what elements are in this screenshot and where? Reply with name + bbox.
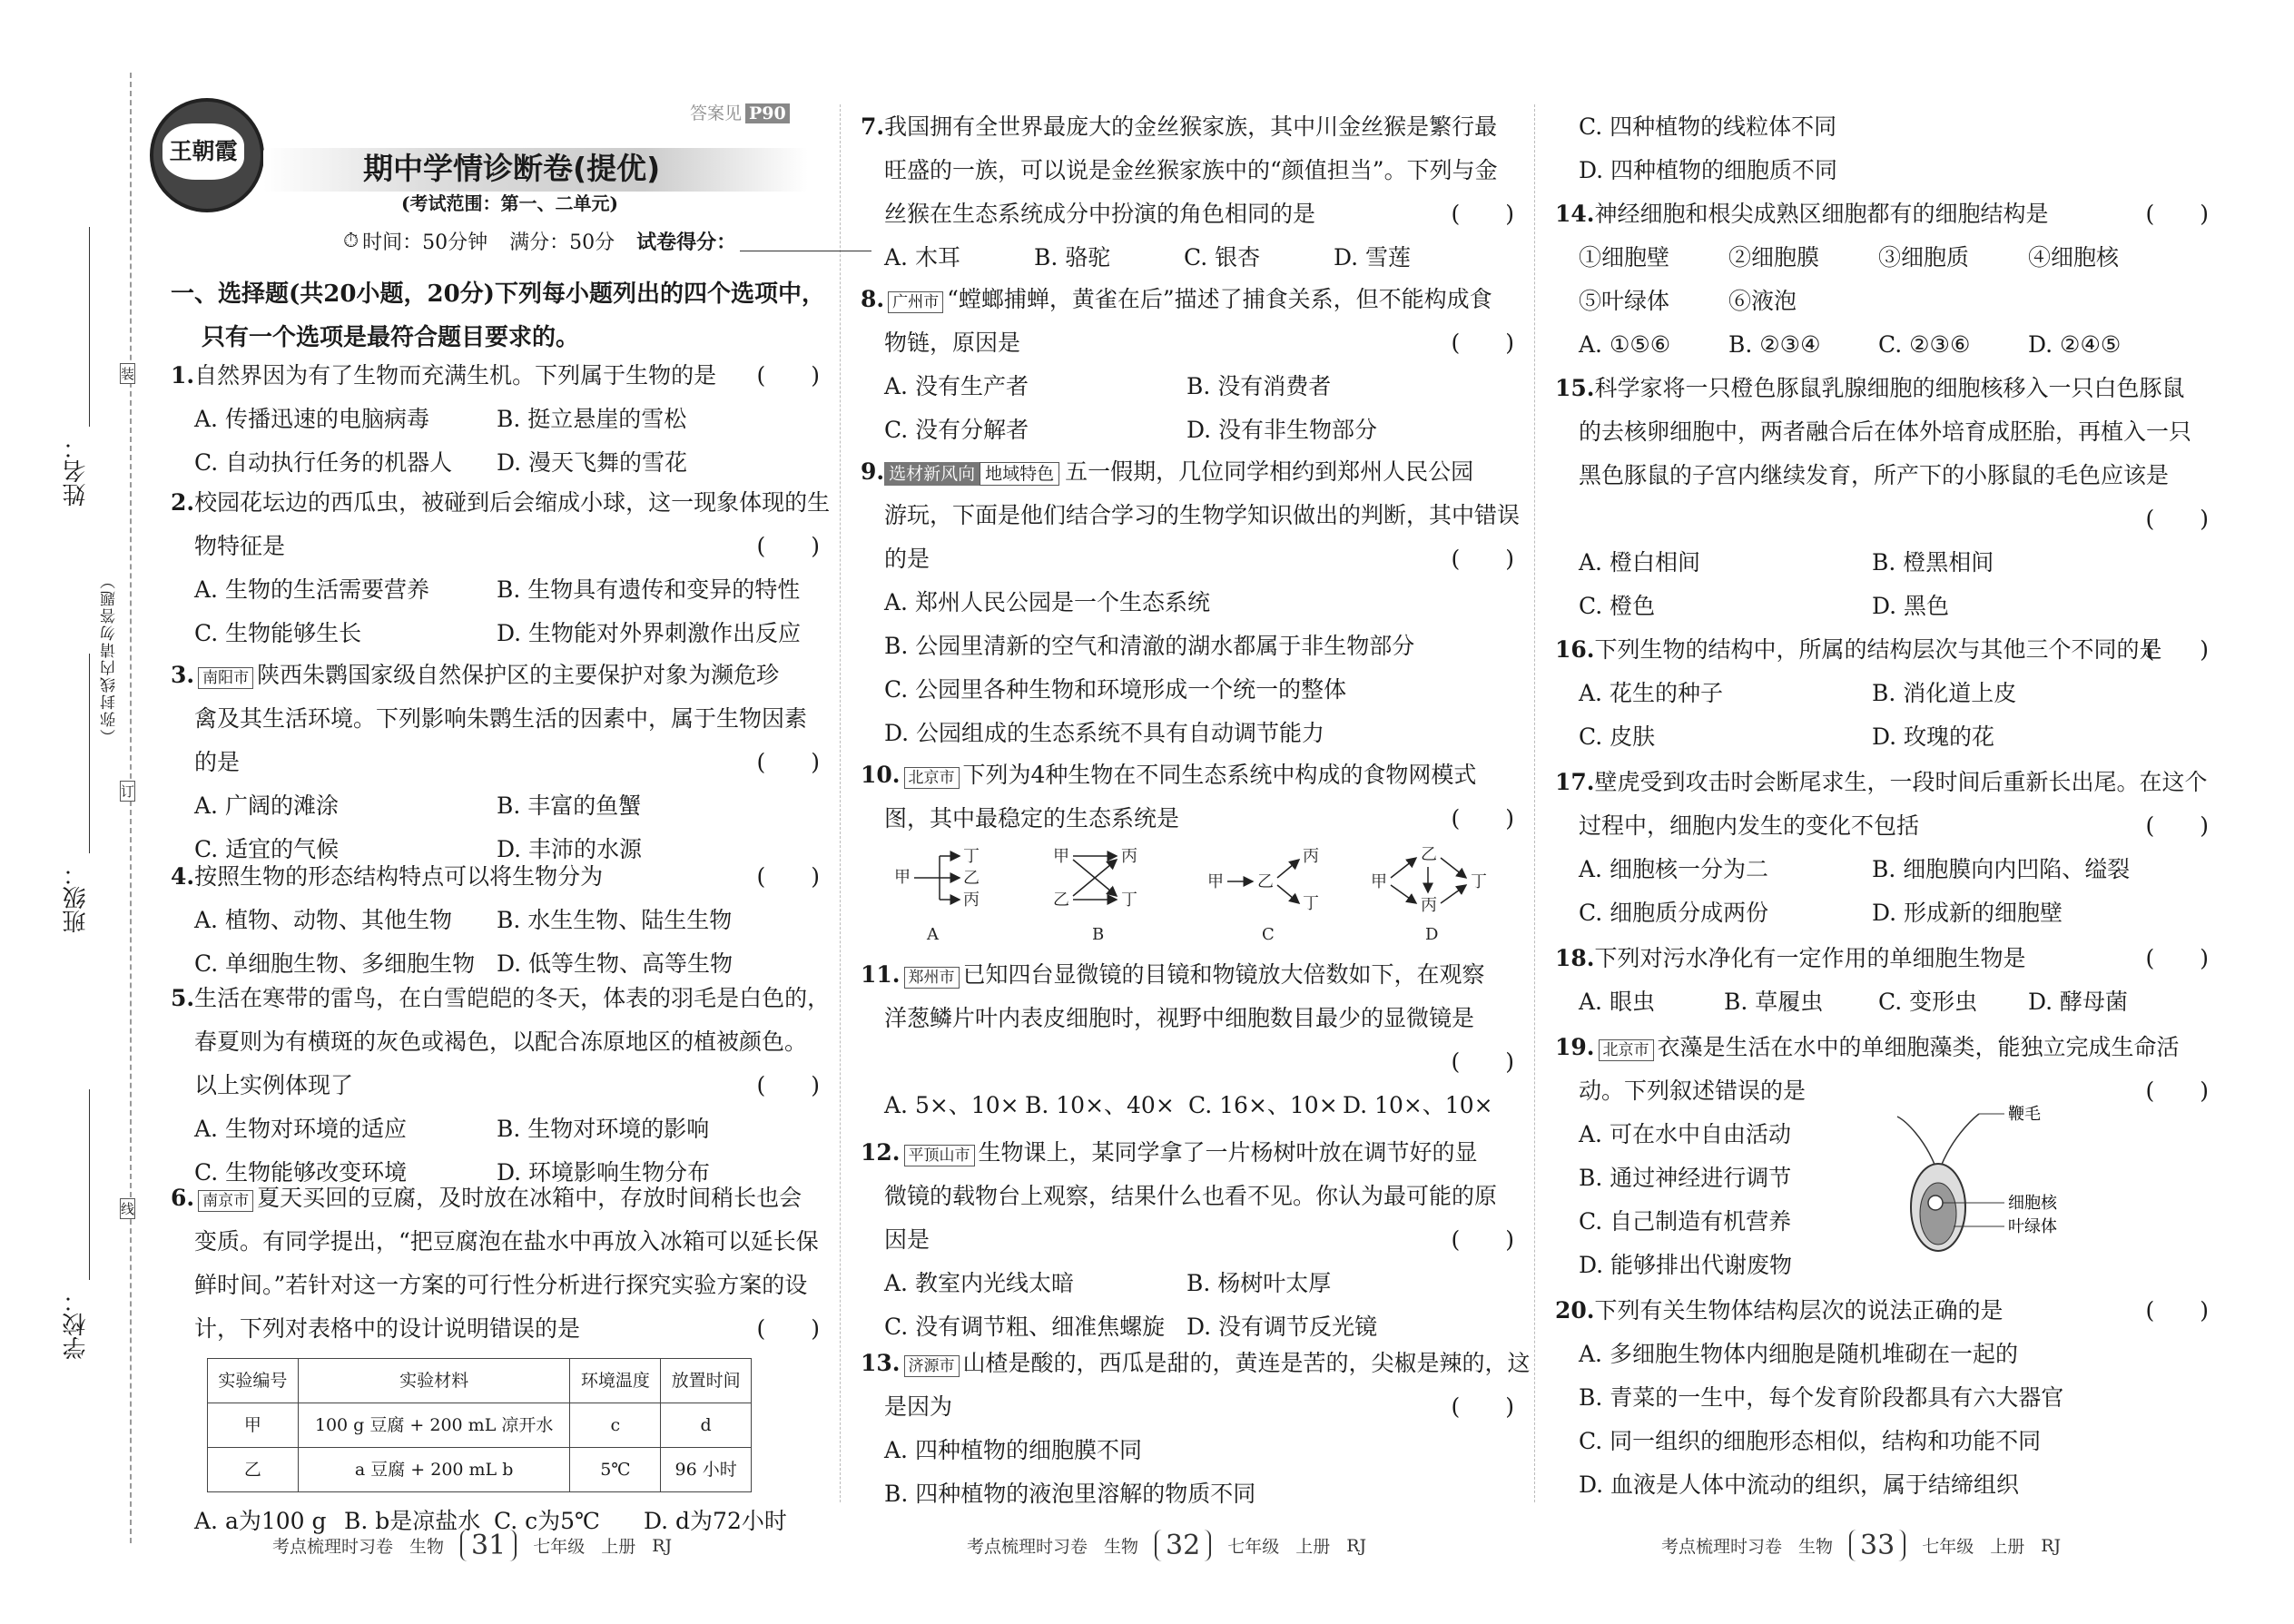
option-d[interactable]: D. 环境影响生物分布 (497, 1159, 711, 1186)
answer-blank[interactable]: ( ) (2145, 506, 2209, 532)
table-cell: d (661, 1403, 752, 1448)
question-number: 5. (171, 985, 195, 1011)
answer-blank[interactable]: ( ) (2145, 812, 2209, 839)
option-d[interactable]: D. 没有非生物部分 (1186, 417, 1378, 443)
question-text: 图，其中最稳定的生态系统是 (884, 805, 1180, 832)
question-text: 衣藻是生活在水中的单细胞藻类，能独立完成生命活 (1657, 1034, 2180, 1060)
option-d[interactable]: D. 低等生物、高等生物 (497, 950, 733, 977)
option-a[interactable]: A. 广阔的滩涂 (194, 792, 339, 819)
flagellum-right (1941, 1114, 1979, 1166)
flagella-label: 鞭毛 (2008, 1105, 2041, 1124)
answer-blank[interactable]: ( ) (1451, 805, 1514, 832)
food-web-diagrams (885, 840, 1521, 949)
answer-blank[interactable]: ( ) (1451, 1048, 1514, 1075)
table-header: 实验编号 (208, 1359, 299, 1403)
question-number: 7. (861, 113, 885, 140)
question-number: 12. (861, 1139, 901, 1166)
answer-blank[interactable]: ( ) (1451, 546, 1514, 572)
structure-item: ⑥液泡 (1728, 288, 1797, 314)
table-cell: c (570, 1403, 661, 1448)
question-text: 夏天买回的豆腐，及时放在冰箱中，存放时间稍长也会 (257, 1185, 802, 1211)
answer-blank[interactable]: ( ) (756, 533, 820, 559)
question-text: 我国拥有全世界最庞大的金丝猴家族，其中川金丝猴是繁行最 (884, 113, 1498, 140)
node-ding: 丁 (963, 847, 980, 866)
question-text: 下列有关生物体结构层次的说法正确的是 (1594, 1297, 2004, 1324)
page-number: 32 (1155, 1530, 1211, 1561)
logo-text: 王朝霞 (162, 123, 244, 180)
option-d[interactable]: D. 形成新的细胞壁 (1872, 900, 2063, 926)
answer-blank[interactable]: ( ) (756, 863, 820, 890)
chloroplast (1920, 1183, 1956, 1245)
web-edge (1277, 885, 1299, 903)
question-text: 春夏则为有横斑的灰色或褐色，以配合冻原地区的植被颜色。 (194, 1029, 808, 1055)
option-b[interactable]: B. 10×、40× (1025, 1092, 1175, 1118)
region-tag: 北京市 (1599, 1039, 1654, 1061)
option-d[interactable]: D. d为72小时 (644, 1508, 787, 1534)
score-field[interactable] (740, 231, 871, 251)
food-web-d (1371, 845, 1487, 944)
question-text: 是因为 (884, 1393, 953, 1420)
question-7 (861, 105, 1514, 280)
footer-grade: 七年级 (1227, 1537, 1280, 1557)
answer-blank[interactable]: ( ) (756, 1072, 820, 1098)
option-a[interactable]: A. 传播迅速的电脑病毒 (194, 406, 429, 432)
exam-time: 时间：50分钟 (362, 231, 488, 254)
option-c[interactable]: C. 四种植物的线粒体不同 (1579, 113, 1837, 140)
option-d[interactable]: D. 漫天飞舞的雪花 (497, 449, 688, 476)
question-text: 生活在寒带的雷鸟，在白雪皑皑的冬天，体表的羽毛是白色的， (194, 985, 831, 1011)
school-label: 学校： (63, 1289, 90, 1360)
question-2 (171, 481, 831, 655)
question-13-continued (1555, 105, 2209, 192)
exam-scope: (考试范围：第一、二单元) (401, 192, 618, 214)
option-d[interactable]: D. 没有调节反光镜 (1186, 1314, 1378, 1340)
chloroplast-label: 叶绿体 (2008, 1217, 2057, 1236)
full-score: 满分：50分 (509, 231, 615, 254)
answer-blank[interactable]: ( ) (756, 749, 820, 775)
answer-ref (690, 100, 790, 124)
option-b[interactable]: B. 青菜的一生中，每个发育阶段都具有六大器官 (1579, 1384, 2064, 1411)
option-b[interactable]: B. 橙黑相间 (1872, 549, 1994, 576)
question-17 (1555, 761, 2209, 935)
new-trend-tag: 选材新风向 (884, 462, 980, 486)
option-a[interactable]: A. 多细胞生物体内细胞是随机堆砌在一起的 (1579, 1341, 2018, 1367)
nucleus-label: 细胞核 (2008, 1194, 2057, 1213)
question-text: 下列为4种生物在不同生态系统中构成的食物网模式 (962, 762, 1477, 788)
web-edge (1391, 885, 1416, 903)
option-a[interactable]: A. 生物的生活需要营养 (194, 576, 429, 603)
option-b[interactable]: B. 四种植物的液泡里溶解的物质不同 (884, 1481, 1256, 1507)
question-number: 11. (861, 961, 901, 988)
question-text: 科学家将一只橙色豚鼠乳腺细胞的细胞核移入一只白色豚鼠 (1594, 375, 2185, 401)
option-b[interactable]: B. 通过神经进行调节 (1579, 1165, 1792, 1191)
option-a[interactable]: A. 没有生产者 (884, 373, 1029, 399)
option-d[interactable]: D. ②④⑤ (2028, 331, 2122, 358)
question-text: 的是 (194, 749, 241, 775)
diagram-label: D (1425, 925, 1439, 944)
web-edge (1277, 860, 1299, 878)
region-tag: 广州市 (888, 291, 943, 313)
binding-line (130, 73, 132, 1543)
node-bing: 丙 (1121, 847, 1137, 866)
school-field[interactable] (89, 1089, 90, 1280)
node-bing: 丙 (963, 891, 980, 910)
option-c[interactable]: C. 公园里各种生物和环境形成一个统一的整体 (884, 676, 1347, 703)
option-b[interactable]: B. 草履虫 (1724, 989, 1824, 1015)
option-b[interactable]: B. 挺立悬崖的雪松 (497, 406, 687, 432)
structure-item: ①细胞壁 (1579, 244, 1670, 271)
answer-blank[interactable]: ( ) (1451, 1393, 1514, 1420)
name-field[interactable] (89, 227, 90, 427)
option-c[interactable]: C. ②③⑥ (1878, 331, 1971, 358)
answer-ref-page: P90 (745, 103, 790, 123)
option-d[interactable]: D. 10×、10× (1343, 1092, 1493, 1118)
question-10 (861, 753, 1514, 841)
food-web-c (1207, 847, 1319, 944)
question-text: 计，下列对表格中的设计说明错误的是 (194, 1315, 581, 1342)
table-header-row (208, 1359, 752, 1403)
question-9 (861, 450, 1521, 755)
option-b[interactable]: B. 公园里清新的空气和清澈的湖水都属于非生物部分 (884, 633, 1415, 659)
question-text: 的去核卵细胞中，两者融合后在体外培育成胚胎，再植入一只 (1579, 418, 2192, 445)
question-text: 动。下列叙述错误的是 (1579, 1078, 1807, 1104)
option-a[interactable]: A. 可在水中自由活动 (1579, 1121, 1791, 1147)
option-c[interactable]: C. 皮肤 (1579, 723, 1656, 750)
answer-blank[interactable]: ( ) (2145, 636, 2209, 663)
option-a[interactable]: A. a为100 g (194, 1508, 327, 1534)
section-line: 只有一个选项是最符合题目要求的。 (202, 324, 580, 351)
table-row (208, 1448, 752, 1492)
question-text: 下列对污水净化有一定作用的单细胞生物是 (1594, 945, 2026, 971)
seal-note: （弥封线内请勿答题） (101, 572, 119, 744)
option-d[interactable]: D. 玫瑰的花 (1872, 723, 1995, 750)
score-label: 试卷得分： (636, 231, 737, 254)
question-15 (1555, 367, 2209, 628)
question-text: 以上实例体现了 (194, 1072, 354, 1098)
region-tag: 济源市 (904, 1355, 960, 1377)
question-text: 按照生物的形态结构特点可以将生物分为 (194, 863, 604, 890)
question-text: 禽及其生活环境。下列影响朱鹮生活的因素中，属于生物因素 (194, 705, 808, 732)
option-d[interactable]: D. 丰沛的水源 (497, 836, 643, 862)
question-number: 16. (1555, 636, 1595, 663)
region-tag: 南阳市 (198, 667, 253, 689)
option-a[interactable]: A. 5×、10× (884, 1092, 1019, 1118)
option-d[interactable]: D. 生物能对外界刺激作出反应 (497, 620, 802, 646)
footer-grade: 七年级 (1922, 1537, 1974, 1557)
option-c[interactable]: C. 生物能够改变环境 (194, 1159, 408, 1186)
table-header: 环境温度 (570, 1359, 661, 1403)
node-jia: 甲 (1371, 872, 1387, 891)
clock-icon: ⏱ (343, 230, 359, 252)
diagram-label: C (1262, 925, 1275, 944)
answer-blank[interactable]: ( ) (2145, 1078, 2209, 1104)
node-yi: 乙 (963, 869, 980, 888)
column-divider (1534, 104, 1535, 1502)
structure-item: ④细胞核 (2028, 244, 2120, 271)
diagram-label: B (1092, 925, 1105, 944)
class-field[interactable] (89, 654, 90, 853)
node-jia: 甲 (1207, 872, 1224, 891)
option-a[interactable]: A. 四种植物的细胞膜不同 (884, 1437, 1142, 1463)
question-number: 15. (1555, 375, 1595, 401)
question-text: 壁虎受到攻击时会断尾求生，一段时间后重新长出尾。在这个 (1594, 769, 2208, 795)
question-text: 变质。有同学提出，“把豆腐泡在盐水中再放入冰箱可以延长保 (194, 1228, 819, 1255)
question-text: 神经细胞和根尖成熟区细胞都有的细胞结构是 (1594, 201, 2049, 227)
question-number: 4. (171, 863, 195, 890)
page-footer (967, 1530, 1366, 1561)
option-c[interactable]: C. 变形虫 (1878, 989, 1978, 1015)
question-text: 下列生物的结构中，所属的结构层次与其他三个不同的是 (1594, 636, 2162, 663)
question-number: 18. (1555, 945, 1595, 971)
table-cell: 甲 (208, 1403, 299, 1448)
question-number: 8. (861, 286, 885, 312)
question-6 (171, 1176, 820, 1543)
option-a[interactable]: A. 教室内光线太暗 (884, 1270, 1074, 1296)
option-c[interactable]: C. 16×、10× (1188, 1092, 1338, 1118)
option-a[interactable]: A. 花生的种子 (1579, 680, 1723, 706)
footer-series: 考点梳理时习卷 (967, 1537, 1088, 1557)
option-b[interactable]: B. ②③④ (1728, 331, 1821, 358)
option-b[interactable]: B. 细胞膜向内凹陷、缢裂 (1872, 856, 2131, 882)
question-13 (861, 1342, 1531, 1516)
option-a[interactable]: A. 植物、动物、其他生物 (194, 907, 452, 933)
option-c[interactable]: C. 橙色 (1579, 593, 1656, 619)
option-d[interactable]: D. 血液是人体中流动的组织，属于结缔组织 (1579, 1471, 2020, 1498)
question-number: 1. (171, 362, 195, 389)
option-c[interactable]: C. 细胞质分成两份 (1579, 900, 1769, 926)
answer-blank[interactable]: ( ) (756, 362, 820, 389)
question-5 (171, 977, 831, 1195)
question-text: 微镜的载物台上观察，结果什么也看不见。你认为最可能的原 (884, 1183, 1498, 1209)
structure-item: ②细胞膜 (1728, 244, 1820, 271)
page-number: 33 (1849, 1530, 1905, 1561)
footer-volume: 上册 (1990, 1537, 2025, 1557)
table-cell: a 豆腐 + 200 mL b (298, 1448, 570, 1492)
node-jia: 甲 (1053, 847, 1069, 866)
question-4 (171, 855, 820, 986)
section-line: 一、选择题(共20小题，20分)下列每小题列出的四个选项中， (171, 281, 825, 308)
table-row (208, 1403, 752, 1448)
node-bing: 丙 (1421, 896, 1437, 915)
question-3 (171, 654, 820, 871)
option-b[interactable]: B. 生物对环境的影响 (497, 1116, 710, 1142)
question-text: 校园花坛边的西瓜虫，被碰到后会缩成小球，这一现象体现的生 (194, 489, 831, 516)
footer-edition: RJ (652, 1535, 673, 1556)
table-header: 放置时间 (661, 1359, 752, 1403)
web-edge (1391, 858, 1416, 878)
question-text: 山楂是酸的，西瓜是甜的，黄连是苦的，尖椒是辣的，这 (962, 1350, 1531, 1376)
option-d[interactable]: D. 黑色 (1872, 593, 1950, 619)
question-number: 6. (171, 1185, 195, 1211)
section-instructions (171, 272, 825, 359)
footer-volume: 上册 (1295, 1537, 1331, 1557)
question-number: 14. (1555, 201, 1595, 227)
exam-info (343, 227, 871, 255)
option-b[interactable]: B. b是凉盐水 (344, 1508, 481, 1534)
footer-volume: 上册 (601, 1537, 636, 1557)
node-jia: 甲 (894, 868, 911, 887)
name-label: 姓名： (63, 436, 90, 507)
question-number: 10. (861, 762, 901, 788)
question-text: 洋葱鳞片叶内表皮细胞时，视野中细胞数目最少的显微镜是 (884, 1005, 1475, 1031)
region-tag: 南京市 (198, 1190, 253, 1212)
footer-subject: 生物 (1798, 1537, 1834, 1557)
option-a[interactable]: A. 橙白相间 (1579, 549, 1700, 576)
answer-ref-text: 答案见 (690, 103, 743, 123)
question-text: 自然界因为有了生物而充满生机。下列属于生物的是 (194, 362, 717, 389)
option-b[interactable]: B. 丰富的鱼蟹 (497, 792, 642, 819)
answer-blank[interactable]: ( ) (2145, 1297, 2209, 1324)
table-cell: 100 g 豆腐 + 200 mL 凉开水 (298, 1403, 570, 1448)
option-d[interactable]: D. 雪莲 (1334, 244, 1412, 271)
answer-blank[interactable]: ( ) (2145, 201, 2209, 227)
option-b[interactable]: B. 没有消费者 (1186, 373, 1332, 399)
question-text: 因是 (884, 1226, 930, 1253)
option-d[interactable]: D. 四种植物的细胞质不同 (1579, 157, 1838, 183)
structure-item: ⑤叶绿体 (1579, 288, 1670, 314)
question-16 (1555, 628, 2209, 759)
question-text: 黑色豚鼠的子宫内继续发育，所产下的小豚鼠的毛色应该是 (1579, 462, 2170, 488)
option-c[interactable]: C. 同一组织的细胞形态相似，结构和功能不同 (1579, 1428, 2042, 1454)
option-b[interactable]: B. 生物具有遗传和变异的特性 (497, 576, 801, 603)
page-footer (1661, 1530, 2061, 1561)
option-c[interactable]: C. 没有调节粗、细准焦螺旋 (884, 1314, 1166, 1340)
question-11 (861, 953, 1514, 1127)
option-a[interactable]: A. 细胞核一分为二 (1579, 856, 1768, 882)
option-d[interactable]: D. 酵母菌 (2028, 989, 2129, 1015)
node-ding: 丁 (1303, 894, 1319, 913)
question-8 (861, 278, 1514, 452)
option-a[interactable]: A. 郑州人民公园是一个生态系统 (884, 589, 1210, 615)
answer-blank[interactable]: ( ) (1451, 1226, 1514, 1253)
option-c[interactable]: C. 银杏 (1184, 244, 1261, 271)
table-cell: 乙 (208, 1448, 299, 1492)
option-b[interactable]: B. 杨树叶太厚 (1186, 1270, 1332, 1296)
flagellum-left (1897, 1117, 1935, 1166)
node-yi: 乙 (1053, 891, 1069, 910)
footer-subject: 生物 (409, 1537, 445, 1557)
question-number: 3. (171, 662, 195, 688)
option-c[interactable]: C. 单细胞生物、多细胞生物 (194, 950, 476, 977)
question-20 (1555, 1289, 2209, 1507)
option-c[interactable]: C. 自己制造有机营养 (1579, 1208, 1792, 1235)
table-cell: 5℃ (570, 1448, 661, 1492)
question-18 (1555, 937, 2209, 1024)
nucleus (1928, 1196, 1943, 1210)
page-footer (272, 1530, 672, 1561)
node-yi: 乙 (1421, 845, 1437, 864)
footer-series: 考点梳理时习卷 (272, 1537, 394, 1557)
question-text: 生物课上，某同学拿了一片杨树叶放在调节好的显 (978, 1139, 1478, 1166)
question-text: 陕西朱鹮国家级自然保护区的主要保护对象为濒危珍 (257, 662, 780, 688)
option-b[interactable]: B. 骆驼 (1034, 244, 1111, 271)
page-title: 期中学情诊断卷(提优) (363, 151, 661, 186)
chlamydomonas-figure (1888, 1103, 2124, 1257)
region-tag: 北京市 (904, 767, 960, 789)
column-divider (840, 104, 841, 1502)
option-a[interactable]: A. 眼虫 (1579, 989, 1655, 1015)
table-header: 实验材料 (298, 1359, 570, 1403)
question-text: “螳螂捕蝉，黄雀在后”描述了捕食关系，但不能构成食 (947, 286, 1492, 312)
region-tag: 郑州市 (904, 967, 960, 989)
table-cell: 96 小时 (661, 1448, 752, 1492)
question-text: 鲜时间。”若针对这一方案的可行性分析进行探究实验方案的设 (194, 1272, 808, 1298)
node-ding: 丁 (1121, 891, 1137, 910)
structure-item: ③细胞质 (1878, 244, 1970, 271)
seal-char: 线 (120, 1198, 135, 1219)
option-d[interactable]: D. 能够排出代谢废物 (1579, 1252, 1793, 1278)
option-a[interactable]: A. 木耳 (884, 244, 960, 271)
diagram-label: A (927, 925, 939, 944)
node-yi: 乙 (1257, 872, 1274, 891)
class-label: 班级： (63, 862, 90, 933)
question-text: 旺盛的一族，可以说是金丝猴家族中的“颜值担当”。下列与金 (884, 157, 1498, 183)
answer-blank[interactable]: ( ) (2145, 945, 2209, 971)
option-c[interactable]: C. 生物能够生长 (194, 620, 362, 646)
seal-char: 装 (120, 363, 135, 384)
footer-edition: RJ (2041, 1535, 2062, 1556)
question-1 (171, 354, 820, 485)
food-web-a (894, 847, 980, 944)
option-b[interactable]: B. 消化道上皮 (1872, 680, 2017, 706)
brand-logo (150, 98, 264, 212)
option-c[interactable]: C. 适宜的气候 (194, 836, 340, 862)
web-edge (1441, 858, 1466, 878)
option-b[interactable]: B. 水生生物、陆生生物 (497, 907, 733, 933)
page-number: 31 (460, 1530, 517, 1561)
option-c[interactable]: C. 没有分解者 (884, 417, 1029, 443)
web-edge (1441, 885, 1466, 903)
node-ding: 丁 (1471, 872, 1487, 891)
question-number: 17. (1555, 769, 1595, 795)
footer-grade: 七年级 (533, 1537, 586, 1557)
food-web-b (1053, 847, 1137, 944)
question-number: 2. (171, 489, 195, 516)
answer-blank[interactable]: ( ) (756, 1315, 820, 1342)
question-text: 过程中，细胞内发生的变化不包括 (1579, 812, 1920, 839)
question-text: 的是 (884, 546, 930, 572)
question-text: 丝猴在生态系统成分中扮演的角色相同的是 (884, 201, 1316, 227)
option-a[interactable]: A. 生物对环境的适应 (194, 1116, 407, 1142)
answer-blank[interactable]: ( ) (1451, 201, 1514, 227)
region-tag: 平顶山市 (904, 1145, 975, 1166)
node-bing: 丙 (1303, 847, 1319, 866)
experiment-table (207, 1358, 752, 1492)
question-text: 物链，原因是 (884, 330, 1021, 356)
question-number: 13. (861, 1350, 901, 1376)
question-text: 已知四台显微镜的目镜和物镜放大倍数如下，在观察 (962, 961, 1485, 988)
seal-char: 订 (120, 781, 135, 802)
question-number: 9. (861, 458, 885, 485)
option-d[interactable]: D. 公园组成的生态系统不具有自动调节能力 (884, 720, 1325, 746)
footer-edition: RJ (1346, 1535, 1367, 1556)
option-a[interactable]: A. ①⑤⑥ (1579, 331, 1671, 358)
answer-blank[interactable]: ( ) (1451, 330, 1514, 356)
question-text: 物特征是 (194, 533, 286, 559)
option-c[interactable]: C. 自动执行任务的机器人 (194, 449, 453, 476)
question-14 (1555, 192, 2209, 367)
question-text: 五一假期，几位同学相约到郑州人民公园 (1065, 458, 1474, 485)
question-number: 19. (1555, 1034, 1595, 1060)
question-12 (861, 1131, 1514, 1349)
option-c[interactable]: C. c为5℃ (494, 1508, 601, 1534)
footer-subject: 生物 (1104, 1537, 1139, 1557)
question-text: 游玩，下面是他们结合学习的生物学知识做出的判断，其中错误 (884, 502, 1521, 528)
regional-tag: 地域特色 (980, 462, 1059, 486)
footer-series: 考点梳理时习卷 (1661, 1537, 1783, 1557)
question-number: 20. (1555, 1297, 1595, 1324)
